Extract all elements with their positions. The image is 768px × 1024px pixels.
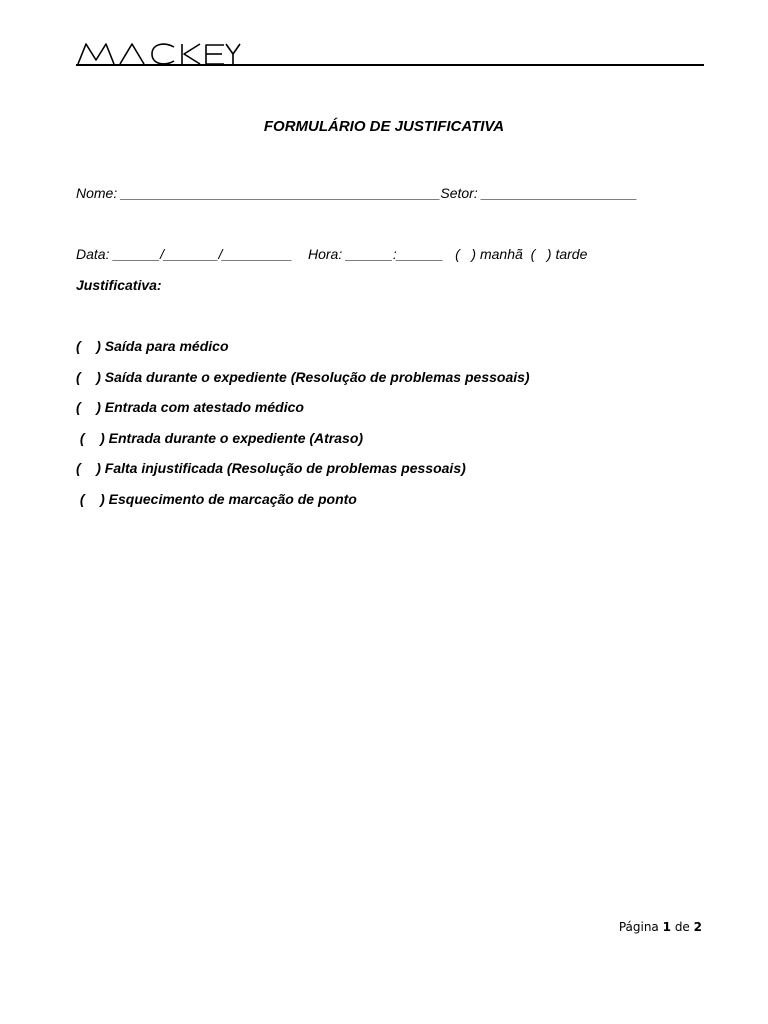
option-entrada-atraso: ( ) Entrada durante o expediente (Atraso) — [76, 430, 364, 446]
total-pages: 2 — [693, 920, 702, 934]
option-falta-injustificada: ( ) Falta injustificada (Resolução de problemas pessoais) — [76, 460, 466, 476]
header-rule — [76, 64, 704, 66]
current-page: 1 — [662, 920, 671, 934]
mackey-logo — [76, 40, 242, 66]
option-saida-expediente: ( ) Saída durante o expediente (Resolução de problemas pessoais) — [76, 369, 530, 385]
justification-label: Justificativa: — [76, 277, 162, 293]
name-sector-line: Nome: _________________________________________Setor: ____________________ — [76, 185, 638, 201]
option-entrada-atestado: ( ) Entrada com atestado médico — [76, 399, 304, 415]
page-number — [619, 920, 702, 934]
form-title: FORMULÁRIO DE JUSTIFICATIVA — [263, 118, 505, 135]
of-word: de — [674, 920, 690, 934]
option-saida-medico: ( ) Saída para médico — [76, 338, 229, 354]
page-word: Página — [618, 920, 659, 934]
date-time-line: Data: ______/_______/_________ Hora: ______:______ ( ) manhã ( ) tarde — [76, 246, 588, 262]
option-esquecimento-ponto: ( ) Esquecimento de marcação de ponto — [76, 491, 357, 507]
